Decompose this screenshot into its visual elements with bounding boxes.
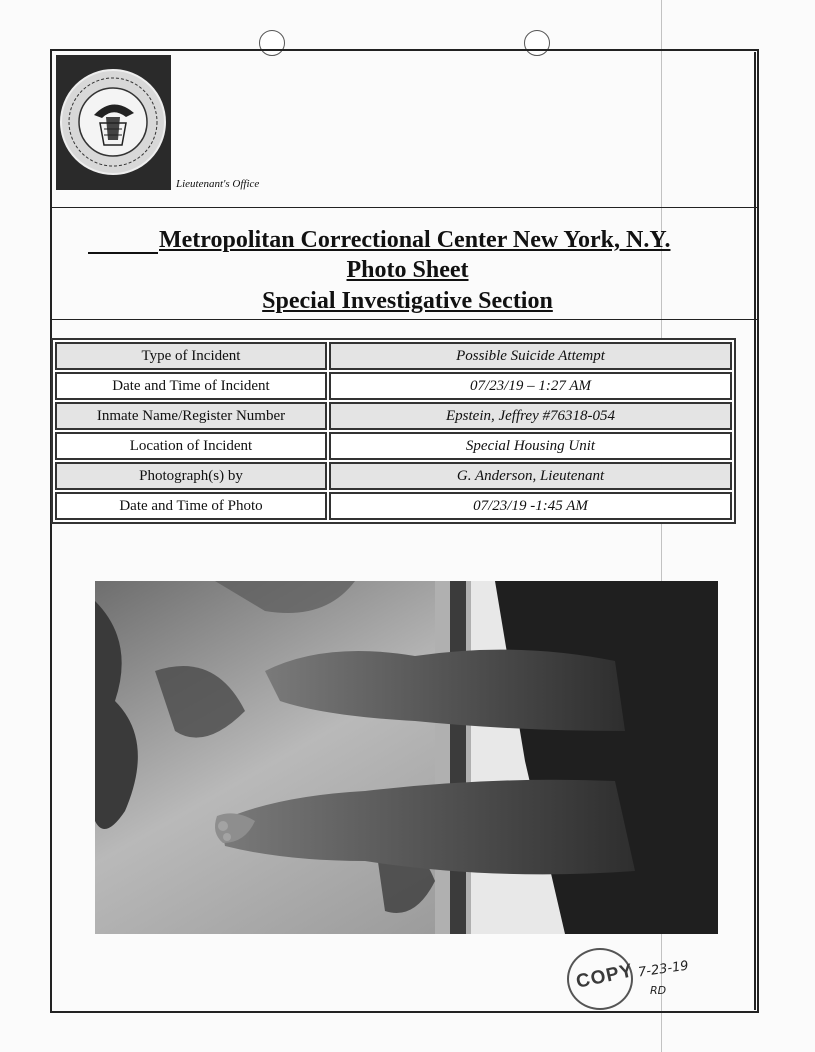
table-row bbox=[55, 372, 732, 400]
office-label: Lieutenant's Office bbox=[176, 178, 260, 190]
sheet-title: Photo Sheet bbox=[346, 257, 469, 283]
table-row bbox=[55, 492, 732, 520]
seal-icon bbox=[56, 55, 171, 190]
handwritten-initials: RD bbox=[650, 984, 667, 997]
header-divider bbox=[52, 207, 758, 208]
incident-photo bbox=[95, 581, 718, 934]
doj-bop-seal bbox=[56, 55, 171, 190]
row-label: Type of Incident bbox=[55, 342, 327, 370]
title-lead-underline bbox=[88, 252, 158, 254]
row-label: Inmate Name/Register Number bbox=[55, 402, 327, 430]
row-label: Location of Incident bbox=[55, 432, 327, 460]
row-value: Possible Suicide Attempt bbox=[329, 342, 732, 370]
table-row bbox=[55, 402, 732, 430]
row-value: Special Housing Unit bbox=[329, 432, 732, 460]
facility-title: Metropolitan Correctional Center New York, N.Y. bbox=[159, 227, 671, 253]
page-frame-inner-right bbox=[754, 52, 756, 1010]
row-value: G. Anderson, Lieutenant bbox=[329, 462, 732, 490]
incident-info-table bbox=[51, 338, 736, 524]
row-label: Date and Time of Incident bbox=[55, 372, 327, 400]
table-row bbox=[55, 462, 732, 490]
row-value: 07/23/19 -1:45 AM bbox=[329, 492, 732, 520]
title-divider bbox=[52, 319, 758, 320]
row-label: Photograph(s) by bbox=[55, 462, 327, 490]
row-value: 07/23/19 – 1:27 AM bbox=[329, 372, 732, 400]
copy-stamp-text: COPY bbox=[574, 960, 636, 993]
section-title: Special Investigative Section bbox=[262, 288, 553, 314]
row-label: Date and Time of Photo bbox=[55, 492, 327, 520]
table-row bbox=[55, 342, 732, 370]
row-value: Epstein, Jeffrey #76318-054 bbox=[329, 402, 732, 430]
table-row bbox=[55, 432, 732, 460]
handwritten-date: 7-23-19 bbox=[637, 958, 690, 981]
